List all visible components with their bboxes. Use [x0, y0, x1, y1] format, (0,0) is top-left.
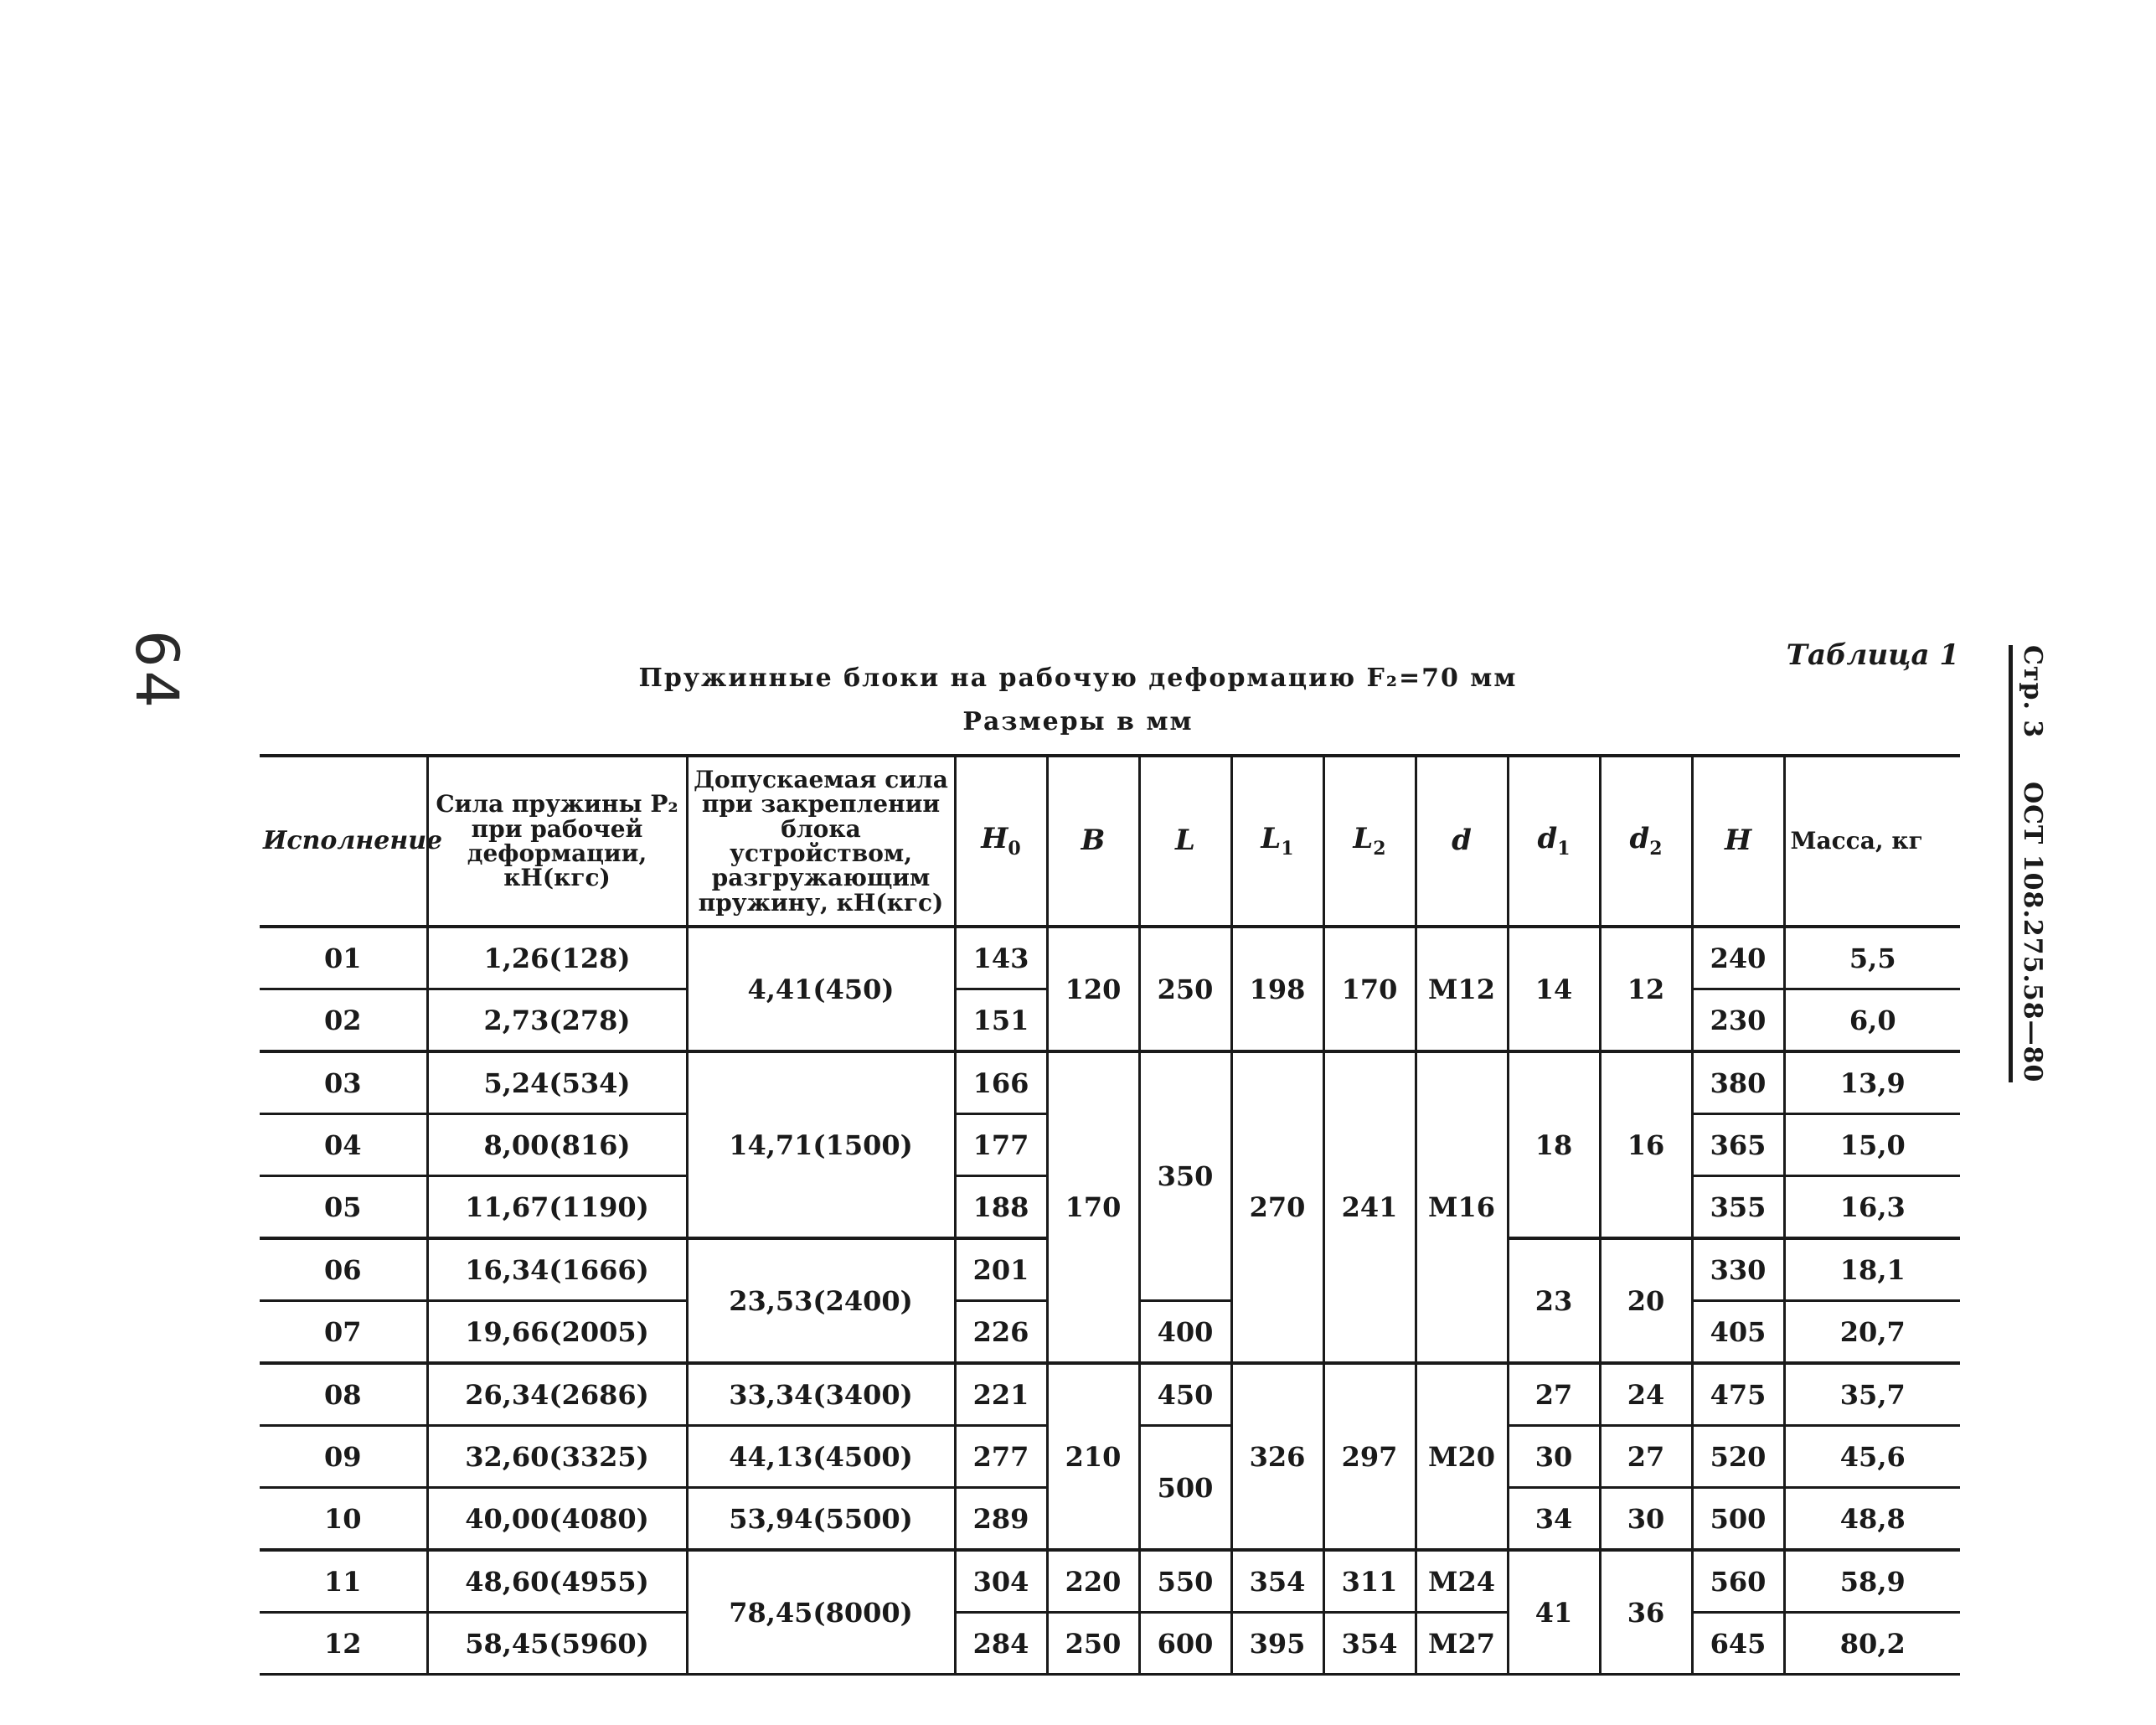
header-execution: Исполнение	[260, 756, 427, 927]
cell-h0: 284	[955, 1613, 1047, 1675]
cell-d1: 34	[1508, 1488, 1600, 1551]
cell-execution: 09	[260, 1426, 427, 1488]
cell-h: 500	[1692, 1488, 1784, 1551]
cell-h: 520	[1692, 1426, 1784, 1488]
cell-h: 405	[1692, 1301, 1784, 1364]
cell-b: 250	[1047, 1613, 1139, 1675]
cell-l: 500	[1139, 1426, 1231, 1551]
header-allowed-force-line: блока устройством,	[730, 814, 912, 867]
cell-h0: 151	[955, 989, 1047, 1052]
header-h: H	[1692, 756, 1784, 927]
cell-h0: 277	[955, 1426, 1047, 1488]
handwritten-page-number: 64	[122, 630, 191, 712]
cell-allowed: 4,41(450)	[687, 927, 955, 1051]
cell-mass: 6,0	[1784, 989, 1960, 1052]
cell-d: М12	[1416, 927, 1508, 1051]
cell-execution: 11	[260, 1550, 427, 1613]
cell-execution: 02	[260, 989, 427, 1052]
header-h0-symbol: H	[981, 821, 1008, 855]
cell-mass: 16,3	[1784, 1176, 1960, 1239]
cell-mass: 45,6	[1784, 1426, 1960, 1488]
cell-force: 11,67(1190)	[427, 1176, 687, 1239]
cell-l1: 326	[1231, 1363, 1323, 1550]
cell-l1: 395	[1231, 1613, 1323, 1675]
header-spring-force-line: деформации,	[467, 839, 647, 867]
cell-h: 230	[1692, 989, 1784, 1052]
cell-d1: 23	[1508, 1238, 1600, 1363]
cell-force: 5,24(534)	[427, 1051, 687, 1114]
header-d2-subscript: 2	[1649, 837, 1663, 860]
cell-force: 16,34(1666)	[427, 1238, 687, 1301]
cell-mass: 35,7	[1784, 1363, 1960, 1426]
cell-l1: 270	[1231, 1051, 1323, 1363]
cell-h: 365	[1692, 1114, 1784, 1176]
header-spring-force	[427, 756, 687, 927]
header-d1	[1508, 756, 1600, 927]
table-row	[260, 1550, 1960, 1613]
cell-l2: 241	[1323, 1051, 1416, 1363]
header-l1	[1231, 756, 1323, 927]
cell-h: 645	[1692, 1613, 1784, 1675]
cell-h0: 289	[955, 1488, 1047, 1551]
cell-allowed: 23,53(2400)	[687, 1238, 955, 1363]
cell-execution: 03	[260, 1051, 427, 1114]
cell-h0: 143	[955, 927, 1047, 989]
cell-l1: 354	[1231, 1550, 1323, 1613]
cell-allowed: 14,71(1500)	[687, 1051, 955, 1238]
header-h0-subscript: 0	[1008, 837, 1021, 860]
cell-l: 450	[1139, 1363, 1231, 1426]
cell-mass: 48,8	[1784, 1488, 1960, 1551]
cell-d1: 18	[1508, 1051, 1600, 1238]
header-spring-force-line: при рабочей	[471, 814, 643, 843]
cell-l: 350	[1139, 1051, 1231, 1301]
cell-execution: 08	[260, 1363, 427, 1426]
cell-force: 2,73(278)	[427, 989, 687, 1052]
cell-b: 170	[1047, 1051, 1139, 1363]
cell-force: 48,60(4955)	[427, 1550, 687, 1613]
cell-force: 1,26(128)	[427, 927, 687, 989]
cell-h0: 201	[955, 1238, 1047, 1301]
header-l: L	[1139, 756, 1231, 927]
cell-mass: 18,1	[1784, 1238, 1960, 1301]
cell-h0: 188	[955, 1176, 1047, 1239]
header-allowed-force-line: разгружающим	[711, 864, 931, 892]
cell-l: 550	[1139, 1550, 1231, 1613]
side-page-number: Стр. 3	[2018, 645, 2047, 739]
cell-h: 380	[1692, 1051, 1784, 1114]
cell-execution: 05	[260, 1176, 427, 1239]
cell-l2: 170	[1323, 927, 1416, 1051]
cell-execution: 04	[260, 1114, 427, 1176]
header-h0	[955, 756, 1047, 927]
cell-d2: 16	[1600, 1051, 1692, 1238]
header-spring-force-line: кН(кгс)	[503, 864, 611, 892]
cell-b: 210	[1047, 1363, 1139, 1550]
header-d: d	[1416, 756, 1508, 927]
cell-execution: 12	[260, 1613, 427, 1675]
table-label: Таблица 1	[1786, 638, 1959, 672]
cell-allowed: 78,45(8000)	[687, 1550, 955, 1675]
cell-h: 355	[1692, 1176, 1784, 1239]
cell-h: 475	[1692, 1363, 1784, 1426]
cell-mass: 13,9	[1784, 1051, 1960, 1114]
header-d2-symbol: d	[1629, 821, 1650, 855]
cell-d: М24	[1416, 1550, 1508, 1613]
header-l2	[1323, 756, 1416, 927]
header-d2	[1600, 756, 1692, 927]
table-title: Пружинные блоки на рабочую деформацию F₂=70 мм	[638, 664, 1518, 693]
cell-h0: 226	[955, 1301, 1047, 1364]
header-spring-force-line: Сила пружины P₂	[436, 790, 678, 819]
cell-d2: 24	[1600, 1363, 1692, 1426]
cell-l2: 311	[1323, 1550, 1416, 1613]
cell-l: 250	[1139, 927, 1231, 1051]
cell-d2: 27	[1600, 1426, 1692, 1488]
side-standard-code: ОСТ 108.275.58—80	[2018, 781, 2047, 1083]
cell-d2: 20	[1600, 1238, 1692, 1363]
cell-force: 32,60(3325)	[427, 1426, 687, 1488]
cell-allowed: 53,94(5500)	[687, 1488, 955, 1551]
header-b: B	[1047, 756, 1139, 927]
header-allowed-force-line: пружину, кН(кгс)	[698, 888, 944, 917]
cell-l1: 198	[1231, 927, 1323, 1051]
cell-execution: 07	[260, 1301, 427, 1364]
cell-execution: 01	[260, 927, 427, 989]
header-row	[260, 756, 1960, 927]
header-l1-symbol: L	[1261, 821, 1282, 855]
header-d1-symbol: d	[1537, 821, 1558, 855]
cell-d: М20	[1416, 1363, 1508, 1550]
header-l2-symbol: L	[1353, 821, 1374, 855]
header-allowed-force-line: Допускаемая сила	[694, 765, 948, 793]
cell-d2: 12	[1600, 927, 1692, 1051]
cell-b: 220	[1047, 1550, 1139, 1613]
cell-h: 240	[1692, 927, 1784, 989]
cell-force: 40,00(4080)	[427, 1488, 687, 1551]
cell-d1: 30	[1508, 1426, 1600, 1488]
cell-mass: 58,9	[1784, 1550, 1960, 1613]
cell-l: 400	[1139, 1301, 1231, 1364]
cell-l2: 297	[1323, 1363, 1416, 1550]
cell-h: 330	[1692, 1238, 1784, 1301]
header-d1-subscript: 1	[1557, 837, 1571, 860]
cell-d1: 27	[1508, 1363, 1600, 1426]
header-l1-subscript: 1	[1281, 837, 1294, 860]
cell-d: М16	[1416, 1051, 1508, 1363]
cell-d1: 14	[1508, 927, 1600, 1051]
spring-block-table	[260, 754, 1960, 1676]
cell-d2: 36	[1600, 1550, 1692, 1675]
table-row	[260, 1051, 1960, 1114]
cell-mass: 20,7	[1784, 1301, 1960, 1364]
cell-mass: 80,2	[1784, 1613, 1960, 1675]
header-allowed-force	[687, 756, 955, 927]
cell-mass: 15,0	[1784, 1114, 1960, 1176]
cell-execution: 10	[260, 1488, 427, 1551]
cell-d: М27	[1416, 1613, 1508, 1675]
cell-force: 19,66(2005)	[427, 1301, 687, 1364]
cell-force: 8,00(816)	[427, 1114, 687, 1176]
cell-allowed: 44,13(4500)	[687, 1426, 955, 1488]
cell-force: 58,45(5960)	[427, 1613, 687, 1675]
cell-l: 600	[1139, 1613, 1231, 1675]
table-row	[260, 927, 1960, 989]
header-allowed-force-line: при закреплении	[701, 790, 941, 819]
cell-mass: 5,5	[1784, 927, 1960, 989]
header-mass: Масса, кг	[1784, 756, 1960, 927]
cell-d2: 30	[1600, 1488, 1692, 1551]
cell-h0: 221	[955, 1363, 1047, 1426]
table-subtitle: Размеры в мм	[962, 707, 1194, 736]
cell-force: 26,34(2686)	[427, 1363, 687, 1426]
cell-h0: 304	[955, 1550, 1047, 1613]
cell-d1: 41	[1508, 1550, 1600, 1675]
cell-b: 120	[1047, 927, 1139, 1051]
table-row	[260, 1613, 1960, 1675]
cell-l2: 354	[1323, 1613, 1416, 1675]
cell-allowed: 33,34(3400)	[687, 1363, 955, 1426]
cell-h0: 166	[955, 1051, 1047, 1114]
table-row	[260, 1363, 1960, 1426]
cell-h: 560	[1692, 1550, 1784, 1613]
cell-h0: 177	[955, 1114, 1047, 1176]
header-l2-subscript: 2	[1373, 837, 1386, 860]
cell-execution: 06	[260, 1238, 427, 1301]
